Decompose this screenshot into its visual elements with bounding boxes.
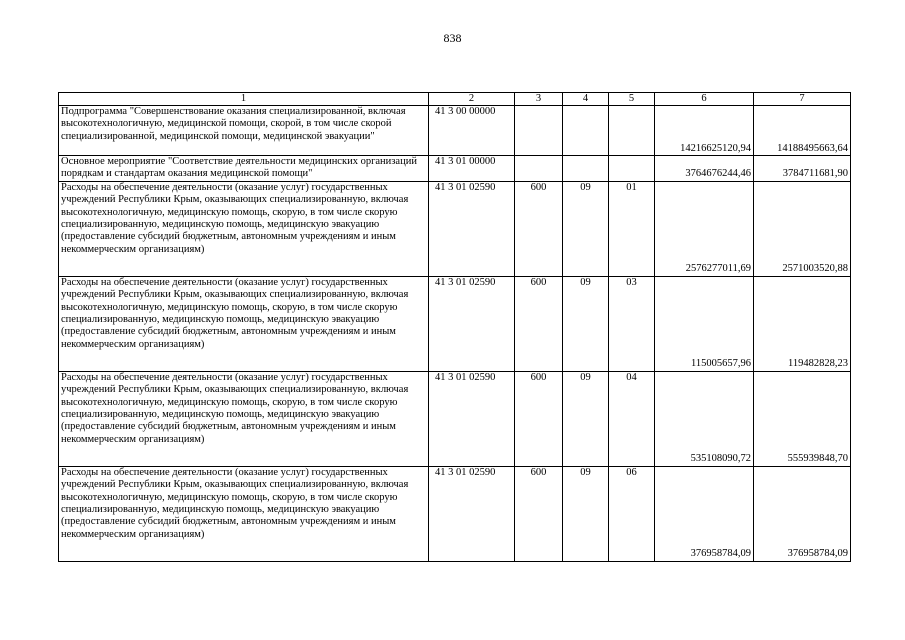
row-rz	[563, 106, 609, 156]
table-header-row	[59, 93, 851, 106]
row-rz: 09	[563, 181, 609, 276]
row-code: 41 3 01 02590	[429, 181, 515, 276]
row-pr	[609, 106, 655, 156]
row-pr: 01	[609, 181, 655, 276]
table-row	[59, 156, 851, 182]
row-vr: 600	[515, 181, 563, 276]
row-amount-2: 376958784,09	[754, 466, 851, 561]
row-name: Подпрограмма "Совершенствование оказания специализированной, включая высокотехнологичную, медицинской помощи, скорой, в том числе скорой специализированной, медицинской помощи, медицинской эвакуации"	[59, 106, 429, 156]
row-amount-2: 14188495663,64	[754, 106, 851, 156]
budget-table	[58, 92, 851, 562]
row-vr	[515, 156, 563, 182]
table-row	[59, 181, 851, 276]
row-pr: 03	[609, 276, 655, 371]
header-cell-6: 6	[655, 93, 754, 106]
row-name: Расходы на обеспечение деятельности (оказание услуг) государственных учреждений Республики Крым, оказывающих специализированную, включая высокотехнологичную, медицинскую помощь, скорую, в том числе скорую специализированную, медицинскую помощь, медицинскую эвакуацию (предоставление субсидий бюджетным, автономным учреждениям и иным некоммерческим организациям)	[59, 181, 429, 276]
table-row	[59, 371, 851, 466]
row-amount-1: 376958784,09	[655, 466, 754, 561]
row-name: Основное мероприятие "Соответствие деятельности медицинских организаций порядкам и стандартам оказания медицинской помощи"	[59, 156, 429, 182]
row-amount-2: 2571003520,88	[754, 181, 851, 276]
row-pr	[609, 156, 655, 182]
table-row	[59, 276, 851, 371]
row-rz: 09	[563, 276, 609, 371]
row-amount-2: 3784711681,90	[754, 156, 851, 182]
row-code: 41 3 01 00000	[429, 156, 515, 182]
header-cell-2: 2	[429, 93, 515, 106]
row-rz: 09	[563, 466, 609, 561]
row-name: Расходы на обеспечение деятельности (оказание услуг) государственных учреждений Республики Крым, оказывающих специализированную, включая высокотехнологичную, медицинскую помощь, скорую, в том числе скорую специализированную, медицинскую помощь, медицинскую эвакуацию (предоставление субсидий бюджетным, автономным учреждениям и иным некоммерческим организациям)	[59, 466, 429, 561]
row-name: Расходы на обеспечение деятельности (оказание услуг) государственных учреждений Республики Крым, оказывающих специализированную, включая высокотехнологичную, медицинскую помощь, скорую, в том числе скорую специализированную, медицинскую помощь, медицинскую эвакуацию (предоставление субсидий бюджетным, автономным учреждениям и иным некоммерческим организациям)	[59, 371, 429, 466]
table-row	[59, 466, 851, 561]
row-name: Расходы на обеспечение деятельности (оказание услуг) государственных учреждений Республики Крым, оказывающих специализированную, включая высокотехнологичную, медицинскую помощь, скорую, в том числе скорую специализированную, медицинскую помощь, медицинскую эвакуацию (предоставление субсидий бюджетным, автономным учреждениям и иным некоммерческим организациям)	[59, 276, 429, 371]
row-amount-1: 2576277011,69	[655, 181, 754, 276]
row-vr: 600	[515, 466, 563, 561]
row-rz	[563, 156, 609, 182]
header-cell-3: 3	[515, 93, 563, 106]
row-vr	[515, 106, 563, 156]
row-code: 41 3 01 02590	[429, 276, 515, 371]
header-cell-4: 4	[563, 93, 609, 106]
header-cell-7: 7	[754, 93, 851, 106]
row-amount-1: 3764676244,46	[655, 156, 754, 182]
row-code: 41 3 00 00000	[429, 106, 515, 156]
row-amount-1: 115005657,96	[655, 276, 754, 371]
row-code: 41 3 01 02590	[429, 371, 515, 466]
row-code: 41 3 01 02590	[429, 466, 515, 561]
row-amount-1: 535108090,72	[655, 371, 754, 466]
row-amount-1: 14216625120,94	[655, 106, 754, 156]
row-rz: 09	[563, 371, 609, 466]
header-cell-5: 5	[609, 93, 655, 106]
row-vr: 600	[515, 276, 563, 371]
row-pr: 06	[609, 466, 655, 561]
row-vr: 600	[515, 371, 563, 466]
page-number: 838	[443, 31, 462, 45]
row-amount-2: 119482828,23	[754, 276, 851, 371]
row-pr: 04	[609, 371, 655, 466]
row-amount-2: 555939848,70	[754, 371, 851, 466]
table-row	[59, 106, 851, 156]
header-cell-1: 1	[59, 93, 429, 106]
